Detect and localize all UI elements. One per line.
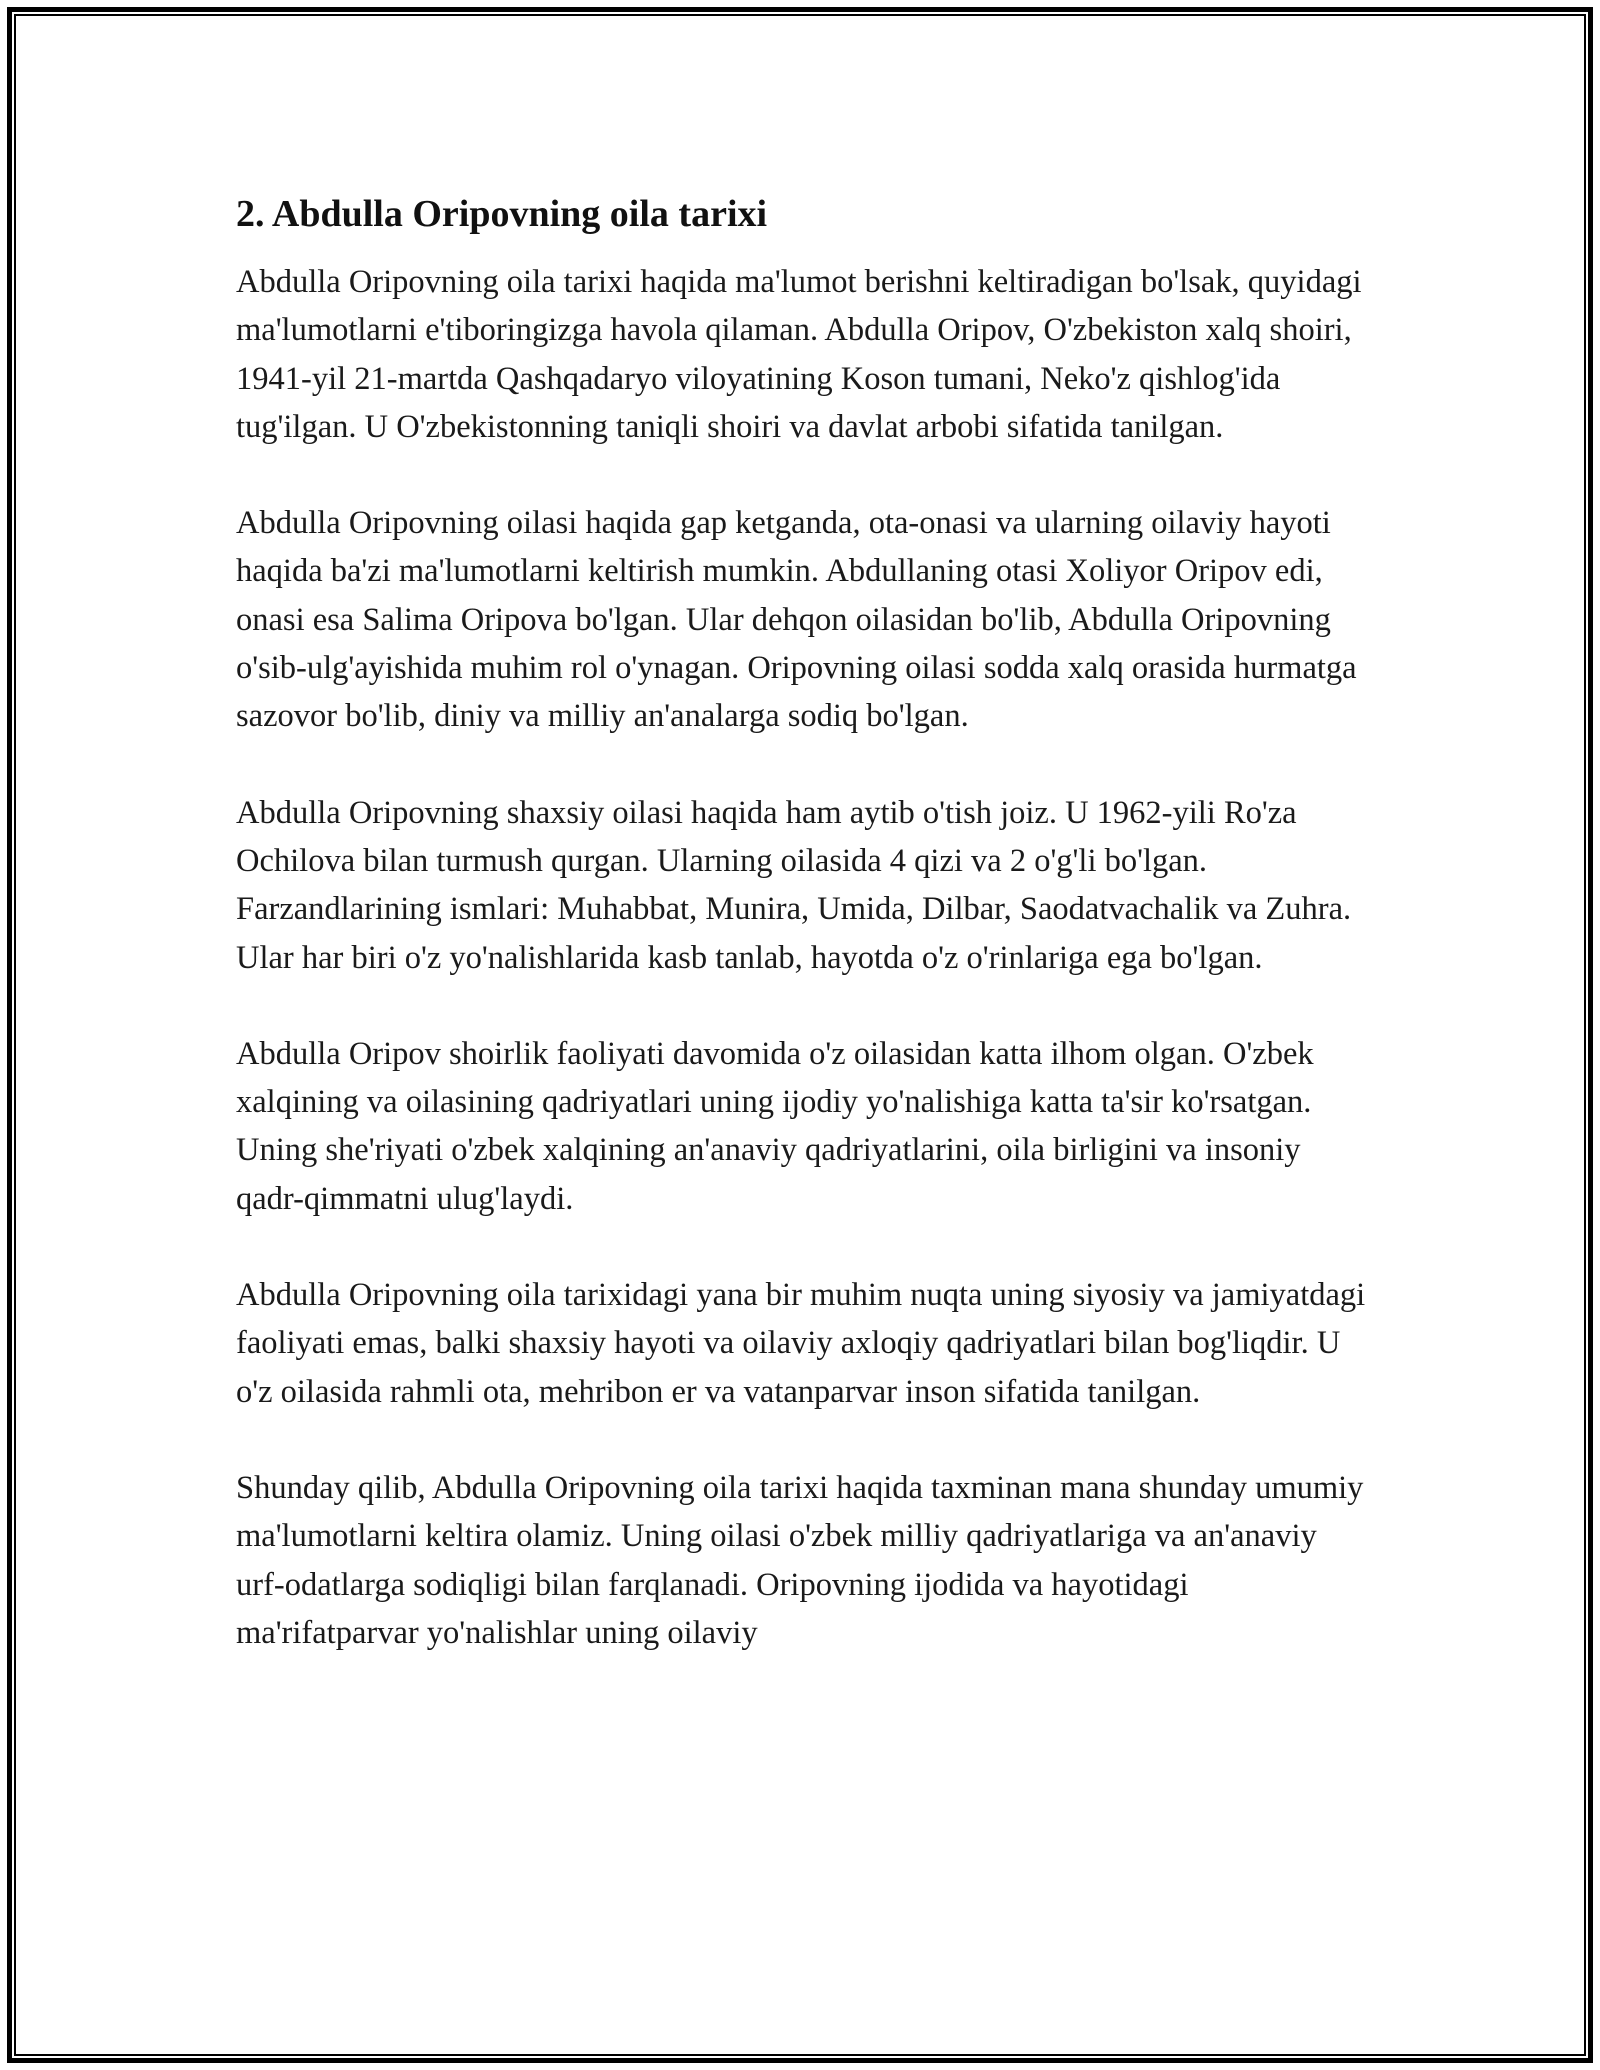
- paragraph-intro: Abdulla Oripovning oila tarixi haqida ma'lumot berishni keltiradigan bo'lsak, quyidagi ma'lumotlarni e'tiboringizga havola qilaman. Abdulla Oripov, O'zbekiston xalq shoiri, 1941-yil 21-martda Qashqadaryo viloyatining Koson tumani, Neko'z qishlog'ida tug'ilgan. U O'zbekistonning taniqli shoiri va davlat arbobi sifatida tanilgan.: [236, 264, 1362, 445]
- section-heading: 2. Abdulla Oripovning oila tarixi: [236, 193, 768, 235]
- paragraph-personal-family: Abdulla Oripovning shaxsiy oilasi haqida ham aytib o'tish joiz. U 1962-yili Ro'za Ochilova bilan turmush qurgan. Ularning oilasida 4 qizi va 2 o'g'li bo'lgan. Farzandlarining ismlari: Muhabbat, Munira, Umida, Dilbar, Saodatvachalik va Zuhra. Ular har biri o'z yo'nalishlarida kasb tanlab, hayotda o'z o'rinlariga ega bo'lgan.: [236, 794, 1352, 976]
- paragraph-inspiration: Abdulla Oripov shoirlik faoliyati davomida o'z oilasidan katta ilhom olgan. O'zbek xalqining va oilasining qadriyatlari uning ijodiy yo'nalishiga katta ta'sir ko'rsatgan. Uning she'riyati o'zbek xalqining an'anaviy qadriyatlarini, oila birligini va insoniy qadr-qimmatni ulug'laydi.: [236, 1035, 1314, 1217]
- document-body: [236, 190, 1366, 1705]
- paragraph-values: Abdulla Oripovning oila tarixidagi yana bir muhim nuqta uning siyosiy va jamiyatdagi faoliyati emas, balki shaxsiy hayoti va oilaviy axloqiy qadriyatlari bilan bog'liqdir. U o'z oilasida rahmli ota, mehribon er va vatanparvar inson sifatida tanilgan.: [236, 1277, 1366, 1410]
- paragraph-parents: Abdulla Oripovning oilasi haqida gap ketganda, ota-onasi va ularning oilaviy hayoti haqida ba'zi ma'lumotlarni keltirish mumkin. Abdullaning otasi Xoliyor Oripov edi, onasi esa Salima Oripova bo'lgan. Ular dehqon oilasidan bo'lib, Abdulla Oripovning o'sib-ulg'ayishida muhim rol o'ynagan. Oripovning oilasi sodda xalq orasida hurmatga sazovor bo'lib, diniy va milliy an'analarga sodiq bo'lgan.: [236, 505, 1357, 735]
- paragraph-conclusion: Shunday qilib, Abdulla Oripovning oila tarixi haqida taxminan mana shunday umumiy ma'lumotlarni keltira olamiz. Uning oilasi o'zbek milliy qadriyatlariga va an'anaviy urf-odatlarga sodiqligi bilan farqlanadi. Oripovning ijodida va hayotidagi ma'rifatparvar yo'nalishlar uning oilaviy: [236, 1469, 1364, 1651]
